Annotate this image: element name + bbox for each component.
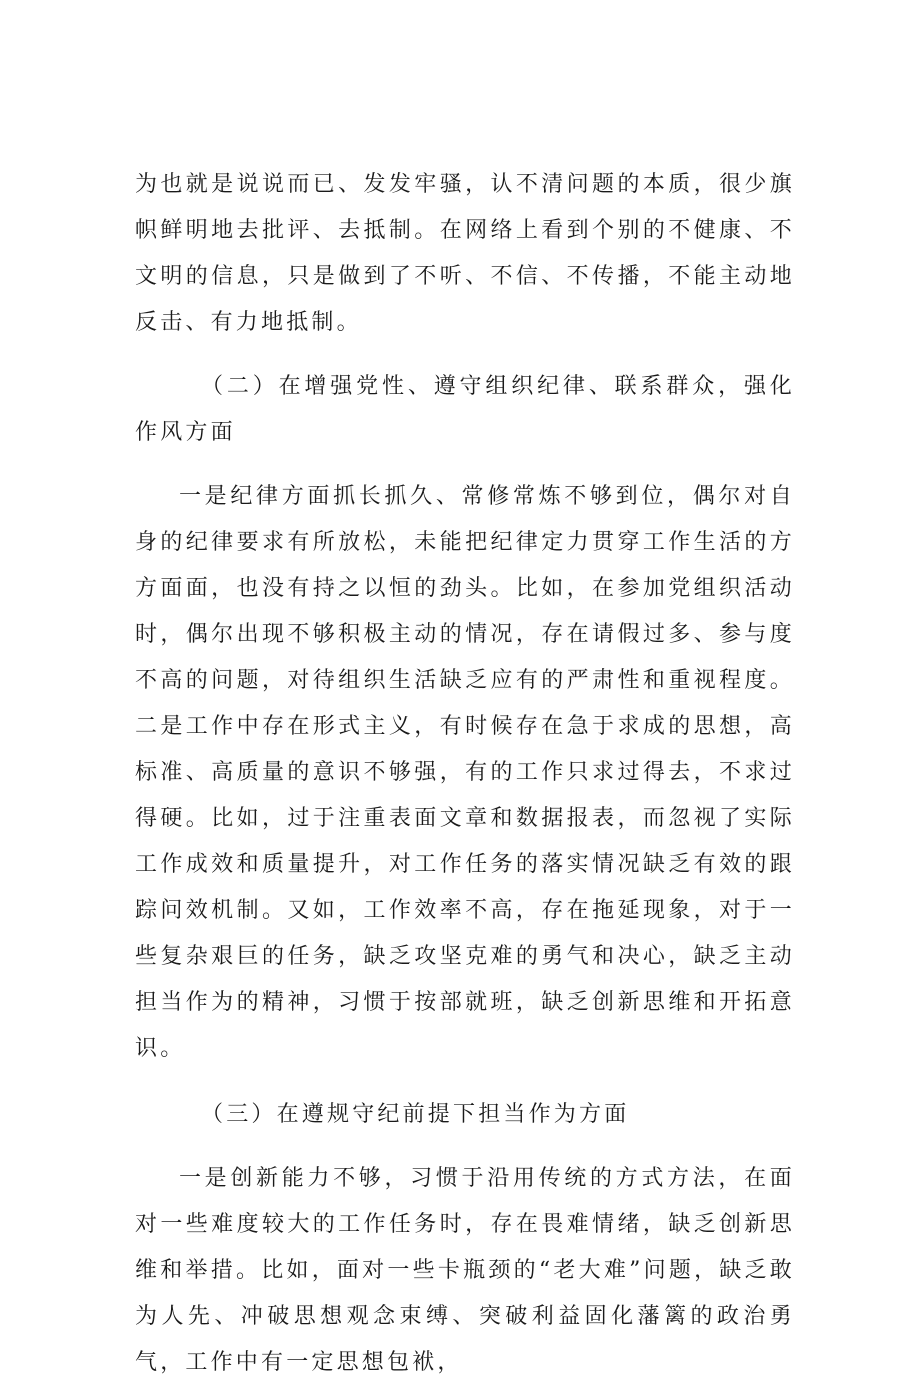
paragraph-section-2-body: 一是纪律方面抓长抓久、常修常炼不够到位，偶尔对自身的纪律要求有所放松，未能把纪律定力贯穿工作生活的方方面面，也没有持之以恒的劲头。比如，在参加党组织活动时，偶尔出现不够积极主动的情况，存在请假过多、参与度不高的问题，对待组织生活缺乏应有的严肃性和重视程度。二是工作中存在形式主义，有时候存在急于求成的思想，高标准、高质量的意识不够强，有的工作只求过得去，不求过得硬。比如，过于注重表面文章和数据报表，而忽视了实际工作成效和质量提升，对工作任务的落实情况缺乏有效的跟踪问效机制。又如，工作效率不高，存在拖延现象，对于一些复杂艰巨的任务，缺乏攻坚克难的勇气和决心，缺乏主动担当作为的精神，习惯于按部就班，缺乏创新思维和开拓意识。	[135, 484, 795, 1061]
paragraph-continuation: 为也就是说说而已、发发牢骚，认不清问题的本质，很少旗帜鲜明地去批评、去抵制。在网络上看到个别的不健康、不文明的信息，只是做到了不听、不信、不传播，不能主动地反击、有力地抵制。	[135, 172, 795, 335]
section-heading-3: （三）在遵规守纪前提下担当作为方面	[201, 1102, 630, 1127]
document-body	[135, 162, 795, 1386]
paragraph-section-3-body: 一是创新能力不够，习惯于沿用传统的方式方法，在面对一些难度较大的工作任务时，存在畏难情绪，缺乏创新思维和举措。比如，面对一些卡瓶颈的“老大难”问题，缺乏敢为人先、冲破思想观念束缚、突破利益固化藩篱的政治勇气，工作中有一定思想包袱，	[135, 1166, 795, 1375]
section-heading-2: （二）在增强党性、遵守组织纪律、联系群众，强化作风方面	[135, 374, 795, 445]
